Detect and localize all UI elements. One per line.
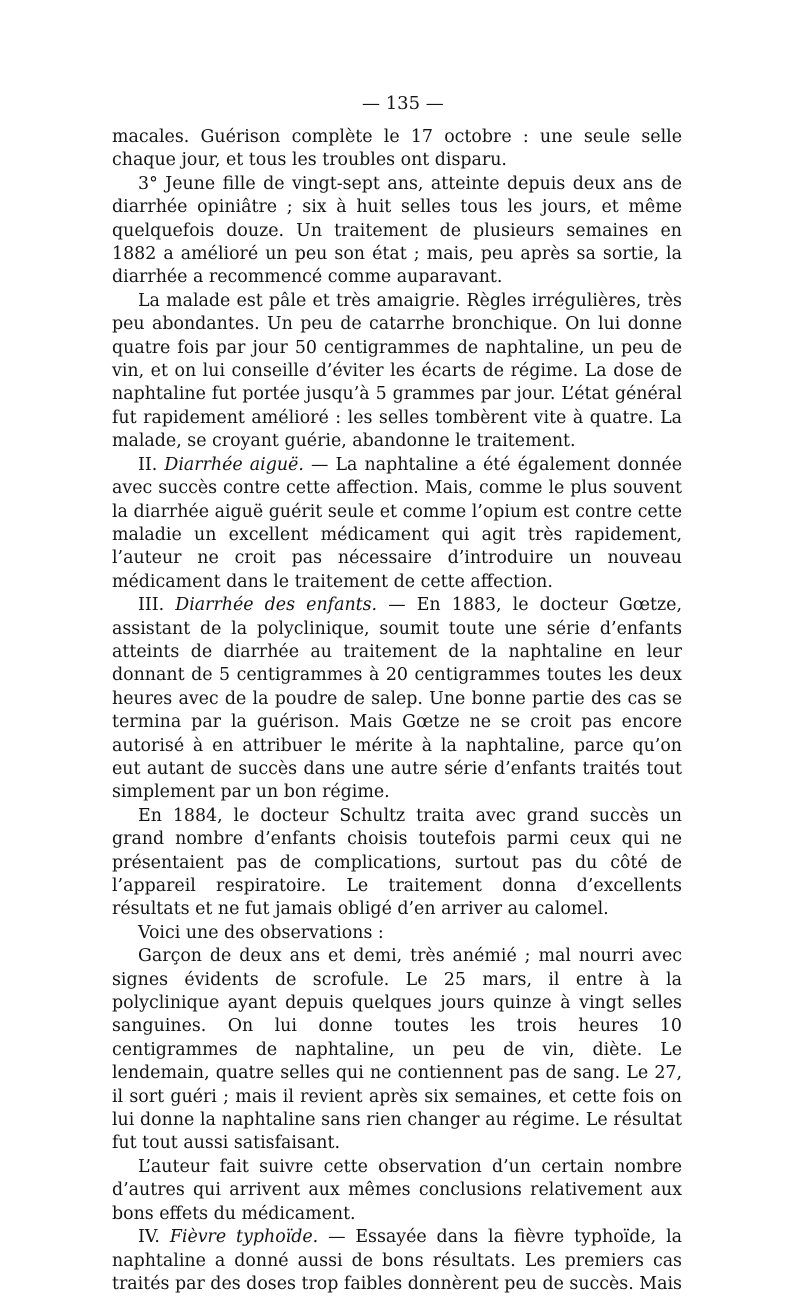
paragraph-1 [112, 126, 682, 173]
page-body [112, 126, 682, 1296]
section-number: II. [138, 454, 165, 475]
paragraph-text: En 1884, le docteur Schultz traita avec grand succès un grand nombre d’enfants choisis toutefois parmi ceux qui ne présentaient pas de complications, surtout pas du côté de l’appareil respiratoire. Le traitement donna d’excellents résultats et ne fut jamais obligé d’en arriver au calomel. [112, 805, 682, 920]
paragraph-2 [112, 173, 682, 290]
paragraph-3 [112, 290, 682, 454]
paragraph-text: Voici une des observations : [138, 922, 384, 943]
paragraph-text: 3° Jeune fille de vingt-sept ans, atteinte depuis deux ans de diarrhée opiniâtre ; six à huit selles tous les jours, et même quelquefois douze. Un traitement de plusieurs semaines en 1882 a amélioré un peu son état ; mais, peu après sa sortie, la diarrhée a recommencé comme auparavant. [112, 173, 682, 288]
paragraph-text: macales. Guérison complète le 17 octobre : une seule selle chaque jour, et tous les troubles ont disparu. [112, 127, 682, 171]
section-title: Diarrhée des enfants. [175, 595, 378, 616]
paragraph-text: L’auteur fait suivre cette observation d’un certain nombre d’autres qui arrivent aux mêmes conclusions relativement aux bons effets du médicament. [112, 1156, 682, 1224]
paragraph-text: Garçon de deux ans et demi, très anémié ; mal nourri avec signes évidents de scrofule. Le 25 mars, il entre à la polyclinique ayant depuis quelques jours quinze à vingt selles sanguines. On lui donne toutes les trois heures 10 centigrammes de naphtaline, un peu de vin, diète. Le lendemain, quatre selles qui ne contiennent pas de sang. Le 27, il sort guéri ; mais il revient après six semaines, et cette fois on lui donne la naphtaline sans rien changer au régime. Le résultat fut tout aussi satisfaisant. [112, 946, 682, 1154]
paragraph-text: — En 1883, le docteur Gœtze, assistant de la polyclinique, soumit toute une série d’enfants atteints de diarrhée au traitement de la naphtaline en leur donnant de 5 centigrammes à 20 centigrammes toutes les deux heures avec de la poudre de salep. Une bonne partie des cas se termina par la guérison. Mais Gœtze ne se croit pas encore autorisé à en attribuer le mérite à la naphtaline, parce qu’on eut autant de succès dans une autre série d’enfants traités tout simplement par un bon régime. [112, 595, 682, 803]
section-title: Fièvre typhoïde. [169, 1227, 319, 1248]
paragraph-6 [112, 805, 682, 922]
section-title: Diarrhée aiguë. [164, 454, 304, 475]
paragraph-text: — La naphtaline a été également donnée avec succès contre cette affection. Mais, comme le plus souvent la diarrhée aiguë guérit seule et comme l’opium est contre cette maladie un excellent médicament qui agit très rapidement, l’auteur ne croit pas nécessaire d’introduire un nouveau médicament dans le traitement de cette affection. [112, 454, 682, 592]
section-iii-paragraph [112, 594, 682, 805]
page-number: — 135 — [362, 93, 444, 114]
paragraph-8 [112, 945, 682, 1156]
paragraph-7 [112, 922, 682, 945]
section-number: III. [138, 595, 176, 616]
section-number: IV. [138, 1227, 170, 1248]
paragraph-text: La malade est pâle et très amaigrie. Règles irrégulières, très peu abondantes. Un peu de catarrhe bronchique. On lui donne quatre fois par jour 50 centigrammes de naphtaline, un peu de vin, et on lui conseille d’éviter les écarts de régime. La dose de naphtaline fut portée jusqu’à 5 grammes par jour. L’état général fut rapidement amélioré : les selles tombèrent vite à quatre. La malade, se croyant guérie, abandonne le traitement. [112, 290, 682, 452]
paragraph-9 [112, 1156, 682, 1226]
section-iv-paragraph [112, 1226, 682, 1296]
section-ii-paragraph [112, 454, 682, 594]
paragraph-text: — Essayée dans la fièvre typhoïde, la naphtaline a donné aussi de bons résultats. Les premiers cas traités par des doses trop faibles donnèrent peu de succès. Mais [112, 1227, 683, 1294]
